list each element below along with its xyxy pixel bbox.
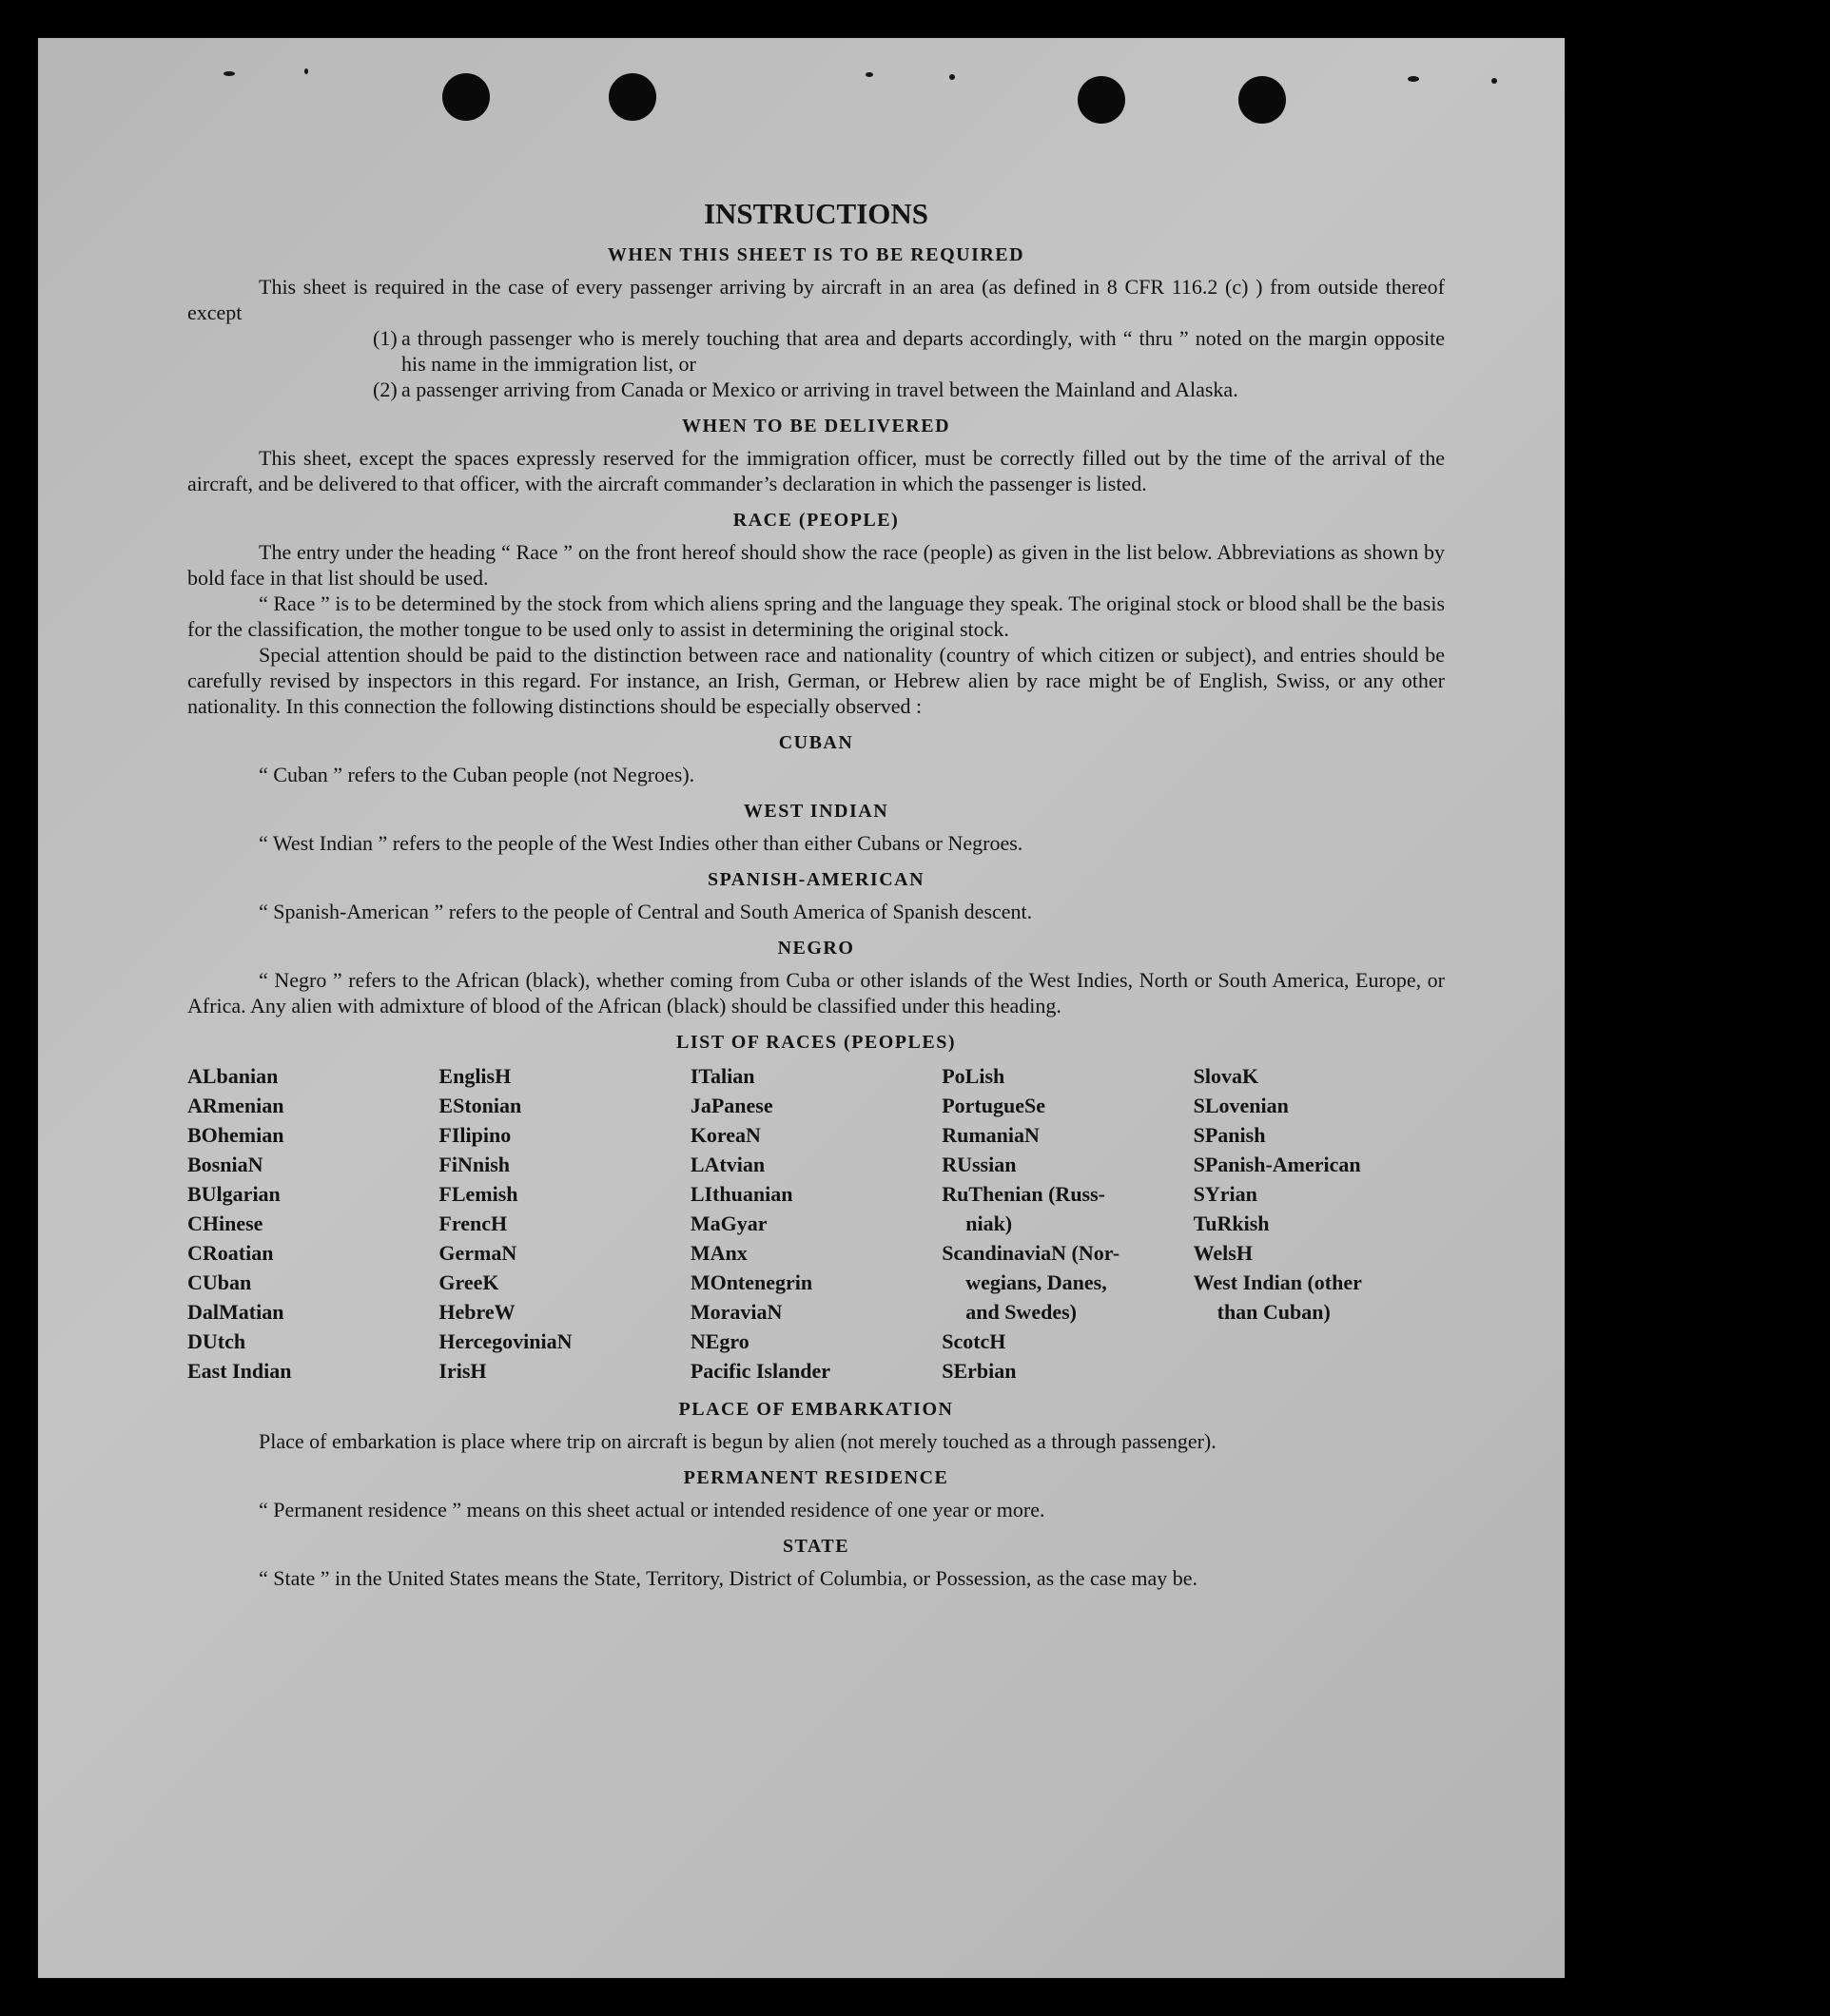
section-heading-race: RACE (PEOPLE) xyxy=(732,510,900,531)
race-entry: MaGyar xyxy=(690,1212,768,1235)
race-entry: EnglisH xyxy=(438,1064,512,1088)
instructions-body xyxy=(187,166,1445,1591)
race-entry: than Cuban) xyxy=(1217,1300,1331,1324)
document-sheet xyxy=(38,38,1565,1978)
race-entry: LAtvian xyxy=(690,1153,766,1176)
race-paragraph-1: The entry under the heading “ Race ” on the front hereof should show the race (people) as given in the list below. Abbreviations as shown by bold face in that list should be used. xyxy=(187,540,1445,590)
page-title: INSTRUCTIONS xyxy=(703,197,928,230)
race-entry: CRoatian xyxy=(187,1241,274,1265)
race-entry: WelsH xyxy=(1193,1241,1253,1265)
race-entry: IrisH xyxy=(438,1359,487,1383)
section-heading-when-required: WHEN THIS SHEET IS TO BE REQUIRED xyxy=(607,244,1025,265)
race-entry: BosniaN xyxy=(187,1153,263,1176)
race-entry: RumaniaN xyxy=(942,1123,1040,1147)
exception-item xyxy=(187,377,1445,402)
race-entry: NEgro xyxy=(690,1329,750,1353)
negro-text: “ Negro ” refers to the African (black), whether coming from Cuba or other islands of the West Indies, North or South America, Europe, or Africa. Any alien with admixture of blood of the African (black) should be classified under this heading. xyxy=(187,968,1445,1018)
race-entry: SErbian xyxy=(942,1359,1017,1383)
races-column xyxy=(438,1061,690,1386)
section-heading-list-of-races: LIST OF RACES (PEOPLES) xyxy=(675,1032,956,1053)
section-heading-west-indian: WEST INDIAN xyxy=(743,801,889,822)
races-column xyxy=(691,1061,942,1386)
exception-number: (2) xyxy=(373,378,398,401)
race-entry: HebreW xyxy=(438,1300,516,1324)
race-entry: CUban xyxy=(187,1270,252,1294)
state-text: “ State ” in the United States means the State, Territory, District of Columbia, or Possession, as the case may be. xyxy=(259,1566,1198,1590)
race-entry: FLemish xyxy=(438,1182,518,1206)
race-entry: DUtch xyxy=(187,1329,246,1353)
race-entry: MAnx xyxy=(690,1241,748,1265)
section-heading-when-delivered: WHEN TO BE DELIVERED xyxy=(681,416,951,436)
section-heading-negro: NEGRO xyxy=(777,938,855,959)
race-entry: and Swedes) xyxy=(965,1300,1077,1324)
race-entry: ScotcH xyxy=(942,1329,1006,1353)
race-entry: GermaN xyxy=(438,1241,517,1265)
race-entry: SPanish-American xyxy=(1193,1153,1361,1176)
race-entry: CHinese xyxy=(187,1212,263,1235)
race-entry: FrencH xyxy=(438,1212,508,1235)
race-paragraph-2: “ Race ” is to be determined by the stock from which aliens spring and the language they speak. The original stock or blood shall be the basis for the classification, the mother tongue to be used only to assist in determining the original stock. xyxy=(187,591,1445,641)
race-entry: DalMatian xyxy=(187,1300,284,1324)
section-heading-spanish-american: SPANISH-AMERICAN xyxy=(707,869,925,890)
race-entry: ALbanian xyxy=(187,1064,279,1088)
race-entry: FIlipino xyxy=(438,1123,512,1147)
permanent-residence-text: “ Permanent residence ” means on this sheet actual or intended residence of one year or more. xyxy=(259,1498,1045,1522)
race-entry: TuRkish xyxy=(1193,1212,1270,1235)
race-entry: RUssian xyxy=(942,1153,1017,1176)
race-entry: RuThenian (Russ- xyxy=(942,1182,1105,1206)
race-entry: PoLish xyxy=(942,1064,1005,1088)
races-column xyxy=(1194,1061,1445,1386)
race-entry: ARmenian xyxy=(187,1094,284,1117)
west-indian-text: “ West Indian ” refers to the people of the West Indies other than either Cubans or Negroes. xyxy=(259,831,1023,855)
section-heading-permanent-residence: PERMANENT RESIDENCE xyxy=(683,1467,949,1488)
race-entry: LIthuanian xyxy=(690,1182,793,1206)
punch-hole xyxy=(1078,76,1125,124)
cuban-text: “ Cuban ” refers to the Cuban people (not Negroes). xyxy=(259,763,695,786)
race-entry: niak) xyxy=(965,1212,1013,1235)
race-entry: PortugueSe xyxy=(942,1094,1045,1117)
race-entry: ITalian xyxy=(690,1064,755,1088)
race-entry: ScandinaviaN (Nor- xyxy=(942,1241,1120,1265)
punch-hole xyxy=(442,73,490,121)
section-heading-state: STATE xyxy=(782,1536,850,1557)
race-entry: KoreaN xyxy=(690,1123,761,1147)
speck xyxy=(866,72,873,77)
race-entry: HercegoviniaN xyxy=(438,1329,573,1353)
race-entry: wegians, Danes, xyxy=(965,1270,1107,1294)
races-column xyxy=(187,1061,438,1386)
race-entry: SlovaK xyxy=(1193,1064,1259,1088)
speck xyxy=(1491,78,1497,84)
spanish-american-text: “ Spanish-American ” refers to the people of Central and South America of Spanish descent. xyxy=(259,900,1033,923)
race-entry: FiNnish xyxy=(438,1153,510,1176)
exception-item xyxy=(187,325,1445,377)
section-heading-embarkation: PLACE OF EMBARKATION xyxy=(678,1399,954,1420)
speck xyxy=(949,74,955,80)
exception-text: a passenger arriving from Canada or Mexico or arriving in travel between the Mainland and Alaska. xyxy=(401,378,1238,401)
race-entry: MoraviaN xyxy=(690,1300,783,1324)
race-entry: SLovenian xyxy=(1193,1094,1289,1117)
race-entry: JaPanese xyxy=(690,1094,773,1117)
when-required-intro: This sheet is required in the case of every passenger arriving by aircraft in an area (as defined in 8 CFR 116.2 (c) ) from outside thereof except xyxy=(187,275,1445,324)
race-entry: BUlgarian xyxy=(187,1182,281,1206)
races-column xyxy=(942,1061,1193,1386)
embarkation-text: Place of embarkation is place where trip on aircraft is begun by alien (not merely touched as a through passenger). xyxy=(259,1429,1217,1453)
when-delivered-text: This sheet, except the spaces expressly reserved for the immigration officer, must be correctly filled out by the time of the arrival of the aircraft, and be delivered to that officer, with the aircraft commander’s declaration in which the passenger is listed. xyxy=(187,446,1445,495)
race-entry: MOntenegrin xyxy=(690,1270,813,1294)
punch-hole xyxy=(609,73,656,121)
race-entry: West Indian (other xyxy=(1193,1270,1362,1294)
race-entry: EStonian xyxy=(438,1094,522,1117)
race-entry: SPanish xyxy=(1193,1123,1266,1147)
exception-number: (1) xyxy=(373,326,398,350)
race-entry: Pacific Islander xyxy=(690,1359,831,1383)
race-paragraph-3: Special attention should be paid to the distinction between race and nationality (country of which citizen or subject), and entries should be carefully revised by inspectors in this regard. For instance, an Irish, German, or Hebrew alien by race might be of English, Swiss, or any other nationality. In this connection the following distinctions should be especially observed : xyxy=(187,643,1445,718)
race-entry: SYrian xyxy=(1193,1182,1257,1206)
speck xyxy=(304,68,308,74)
race-entry: GreeK xyxy=(438,1270,499,1294)
speck xyxy=(224,71,235,76)
punch-hole xyxy=(1238,76,1286,124)
speck xyxy=(1408,76,1419,82)
race-entry: East Indian xyxy=(187,1359,292,1383)
races-table xyxy=(187,1061,1445,1386)
section-heading-cuban: CUBAN xyxy=(778,732,854,753)
race-entry: BOhemian xyxy=(187,1123,284,1147)
exception-text: a through passenger who is merely touching that area and departs accordingly, with “ thru ” noted on the margin opposite his name in the immigration list, or xyxy=(401,326,1445,376)
